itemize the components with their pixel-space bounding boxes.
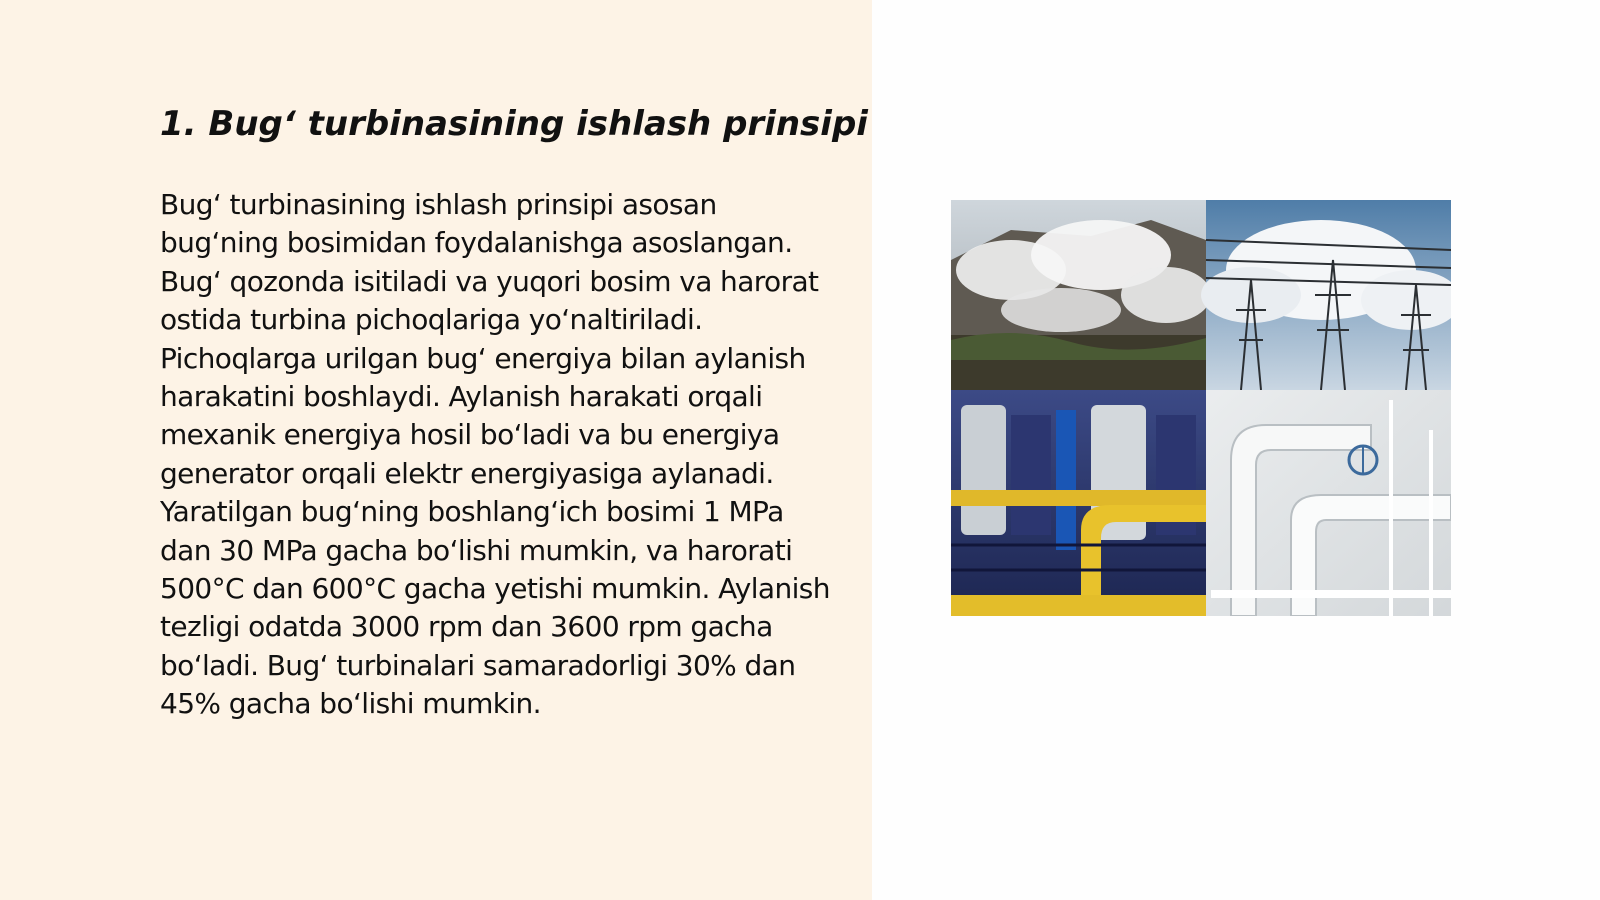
power-lines-photo <box>1201 200 1451 390</box>
energy-photo-collage <box>951 200 1451 616</box>
slide-body-text: Bug‘ turbinasining ishlash prinsipi asosan bug‘ning bosimidan foydalanishga asoslangan. Bug‘ qozonda isitiladi va yuqori bosim va harorat ostida turbina pichoqlariga yo‘naltiriladi. Pichoqlarga urilgan bug‘ energiya bilan aylanish harakatini boshlaydi. Aylanish harakati orqali mexanik energiya hosil bo‘ladi va bu energiya generator orqali elektr energiyasiga aylanadi. Yaratilgan bug‘ning boshlang‘ich bosimi 1 MPa dan 30 MPa gacha bo‘lishi mumkin, va harorati 500°C dan 600°C gacha yetishi mumkin. Aylanish tezligi odatda 3000 rpm dan 3600 rpm gacha bo‘ladi. Bug‘ turbinalari samaradorligi 30% dan 45% gacha bo‘lishi mumkin. <box>160 188 830 721</box>
industrial-plant-photo <box>951 390 1206 616</box>
slide-title: 1. Bug‘ turbinasining ishlash prinsipi <box>160 104 868 144</box>
geothermal-plant-photo <box>951 200 1211 390</box>
white-pipes-photo <box>1206 390 1451 616</box>
